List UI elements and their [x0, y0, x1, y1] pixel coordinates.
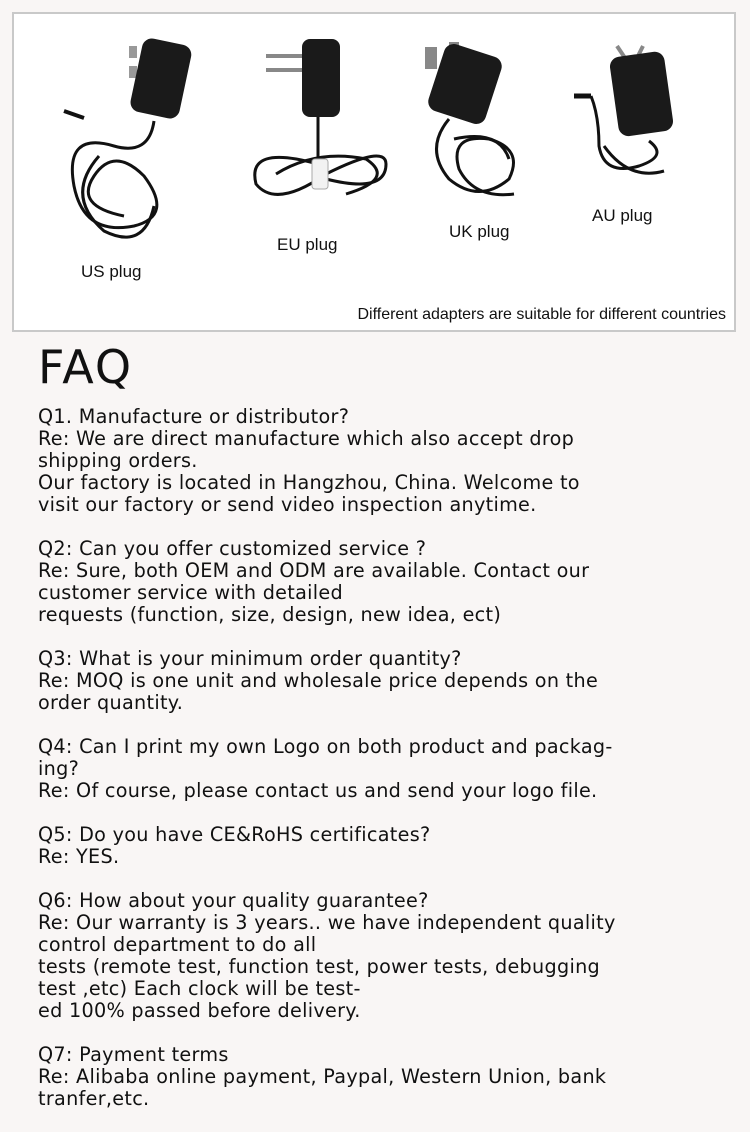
faq-answer-line: Re: Of course, please contact us and send your logo file.: [38, 779, 598, 802]
faq-answer-line: control department to do all: [38, 933, 317, 956]
eu-plug-label: EU plug: [277, 235, 338, 254]
faq-answer-line: shipping orders.: [38, 449, 198, 472]
faq-answer-line: Our factory is located in Hangzhou, China. Welcome to: [38, 471, 580, 494]
us-plug-label: US plug: [81, 262, 142, 281]
us-plug-image: [54, 36, 204, 256]
au-plug-image: [569, 36, 679, 186]
faq-question: Q2: Can you offer customized service ?: [38, 537, 427, 560]
faq-item: [38, 1044, 738, 1110]
faq-answer-line: Re: We are direct manufacture which also accept drop: [38, 427, 575, 450]
faq-question: Q1. Manufacture or distributor?: [38, 405, 350, 428]
plug-types-panel: [12, 12, 736, 332]
faq-answer-line: order quantity.: [38, 691, 184, 714]
faq-answer-line: tranfer,etc.: [38, 1087, 150, 1110]
faq-question: Q7: Payment terms: [38, 1043, 229, 1066]
faq-answer-line: test ,etc) Each clock will be test-: [38, 977, 361, 1000]
faq-item: [38, 736, 738, 802]
plug-caption: Different adapters are suitable for different countries: [357, 306, 726, 323]
faq-answer-line: ing?: [38, 757, 80, 780]
uk-plug-image: [419, 39, 529, 209]
faq-question: Q5: Do you have CE&RoHS certificates?: [38, 823, 431, 846]
faq-answer-line: visit our factory or send video inspection anytime.: [38, 493, 537, 516]
faq-question: Q3: What is your minimum order quantity?: [38, 647, 462, 670]
faq-item: [38, 538, 738, 626]
faq-list: [38, 406, 738, 1132]
faq-question: Q4: Can I print my own Logo on both product and packag-: [38, 735, 613, 758]
faq-title: FAQ: [38, 340, 134, 394]
faq-item: [38, 824, 738, 868]
faq-answer-line: Re: Our warranty is 3 years.. we have independent quality: [38, 911, 616, 934]
faq-answer-line: Re: YES.: [38, 845, 120, 868]
faq-answer-line: Re: Sure, both OEM and ODM are available. Contact our: [38, 559, 590, 582]
faq-answer-line: requests (function, size, design, new idea, ect): [38, 603, 502, 626]
faq-question: Q6: How about your quality guarantee?: [38, 889, 429, 912]
faq-answer-line: Re: Alibaba online payment, Paypal, Western Union, bank: [38, 1065, 607, 1088]
faq-item: [38, 648, 738, 714]
faq-answer-line: tests (remote test, function test, power tests, debugging: [38, 955, 601, 978]
au-plug-label: AU plug: [592, 206, 653, 225]
faq-answer-line: Re: MOQ is one unit and wholesale price depends on the: [38, 669, 599, 692]
faq-answer-line: customer service with detailed: [38, 581, 344, 604]
faq-answer-line: ed 100% passed before delivery.: [38, 999, 361, 1022]
faq-item: [38, 406, 738, 516]
eu-plug-image: [236, 34, 396, 214]
faq-item: [38, 890, 738, 1022]
uk-plug-label: UK plug: [449, 222, 510, 241]
